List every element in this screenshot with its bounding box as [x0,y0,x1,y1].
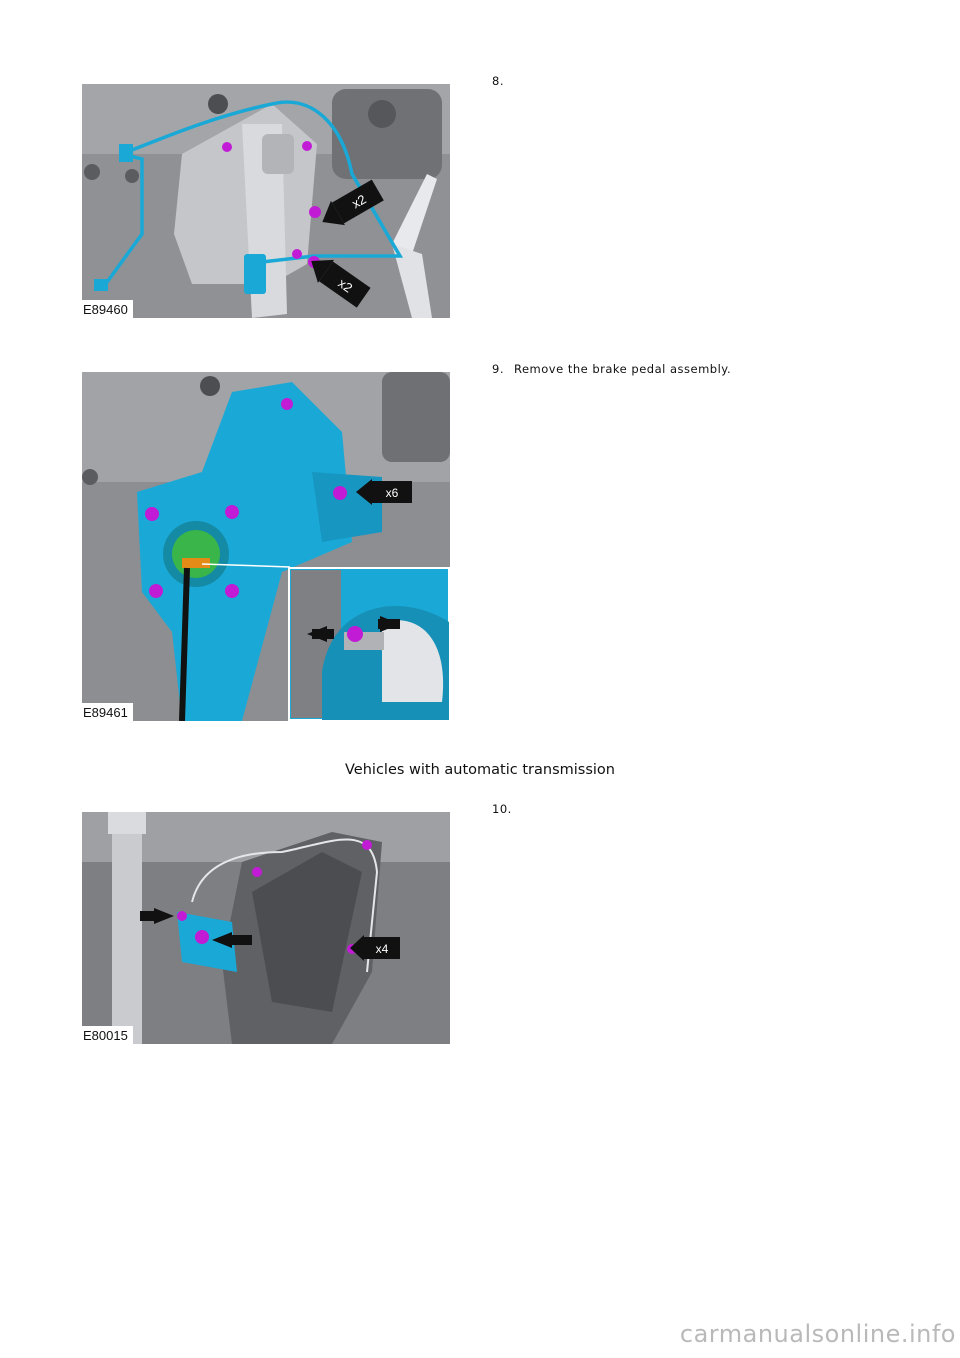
step-8 [492,74,514,88]
step-number: 9. [492,362,504,376]
transmission-sensor-illustration [82,812,450,1044]
watermark: carmanualsonline.info [679,1320,956,1348]
figure-label: E89460 [82,300,133,318]
brake-pedal-harness-illustration [82,84,450,318]
callout-x4: x4 [375,942,389,956]
figure-e89461 [82,372,450,721]
figure-e80015 [82,812,450,1044]
section-title: Vehicles with automatic transmission [345,762,615,778]
callout-x6: x6 [385,486,399,500]
callout-x2-top: x2 [349,191,369,212]
figure-e89460 [82,84,450,318]
step-number: 8. [492,74,504,88]
step-text: Remove the brake pedal assembly. [514,362,732,376]
step-9 [492,362,731,376]
figure-label: E89461 [82,703,133,721]
brake-pedal-assembly-illustration [82,372,450,721]
figure-label: E80015 [82,1026,133,1044]
step-number: 10. [492,802,512,816]
step-10 [492,802,514,816]
callout-x2-bottom: x2 [335,275,356,296]
